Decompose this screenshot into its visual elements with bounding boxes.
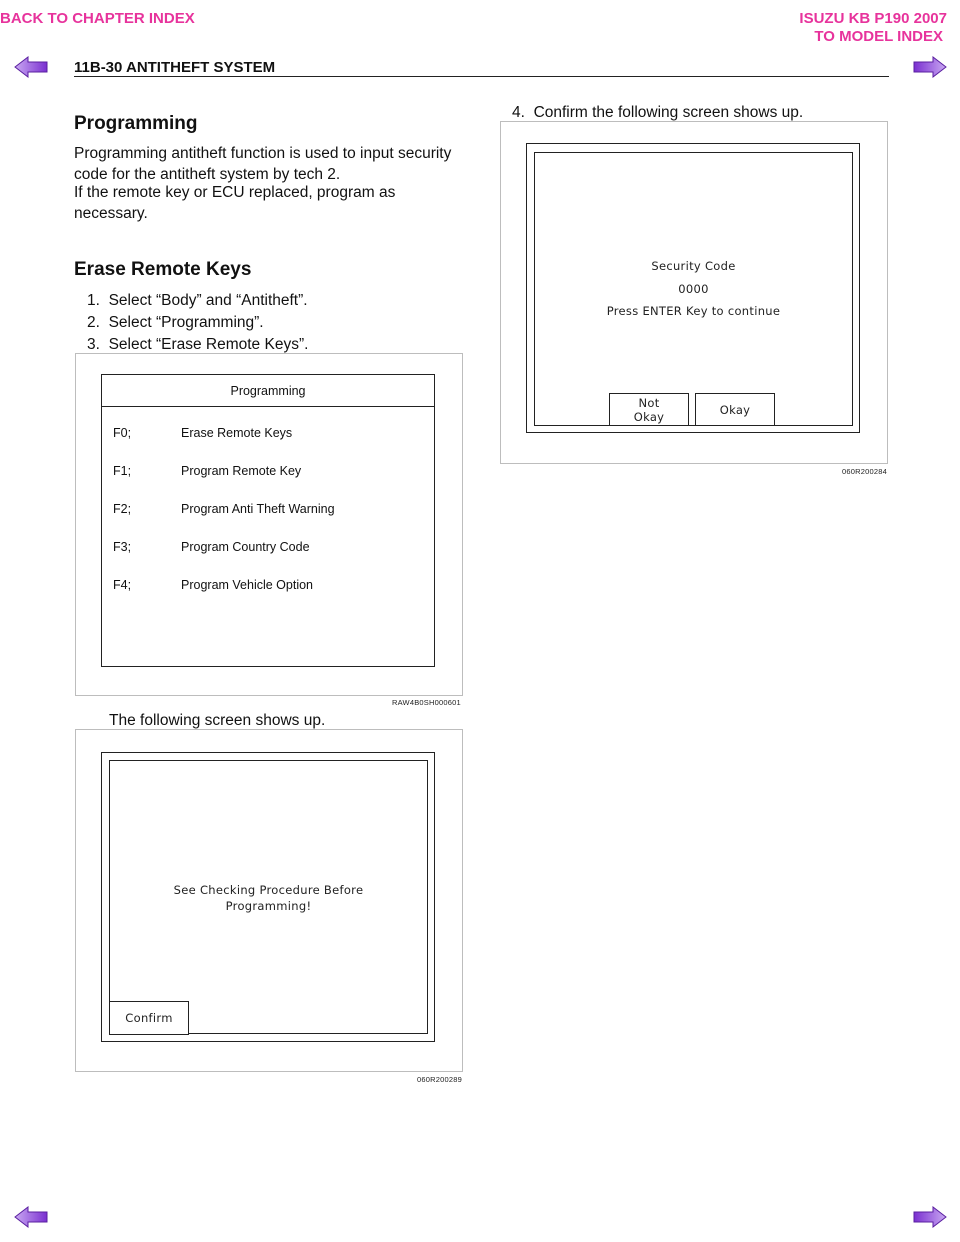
menu-key: F2; (113, 502, 132, 516)
tech2-screen (526, 143, 860, 433)
not-okay-button[interactable] (609, 393, 689, 426)
menu-label: Program Vehicle Option (181, 578, 314, 592)
menu-label: Erase Remote Keys (181, 426, 293, 440)
back-to-chapter-index-link[interactable]: BACK TO CHAPTER INDEX (0, 10, 195, 27)
programming-heading: Programming (74, 113, 198, 134)
step-text: Select “Programming”. (108, 314, 264, 331)
figure-security-code (500, 121, 888, 464)
tech2-screen (101, 752, 435, 1042)
step-text: Confirm the following screen shows up. (533, 104, 804, 121)
step-text: Select “Body” and “Antitheft”. (108, 292, 308, 309)
security-code-value: 0000 (678, 282, 709, 296)
figure-programming-menu (75, 353, 463, 696)
screen-title: Programming (102, 375, 434, 407)
menu-key: F3; (113, 540, 132, 554)
tech2-screen (101, 374, 435, 667)
step-1 (87, 290, 308, 311)
figure-code: 060R200284 (842, 467, 887, 476)
right-arrow-icon[interactable] (913, 56, 947, 78)
model-title[interactable]: ISUZU KB P190 2007 (799, 10, 947, 27)
press-enter-instruction: Press ENTER Key to continue (606, 304, 781, 318)
menu-key: F1; (113, 464, 132, 478)
menu-label: Program Anti Theft Warning (181, 502, 335, 516)
left-arrow-icon[interactable] (14, 56, 48, 78)
menu-label: Program Remote Key (181, 464, 302, 478)
section-header-title: 11B-30 ANTITHEFT SYSTEM (74, 59, 276, 76)
header-divider (74, 76, 889, 77)
figure-checking-procedure (75, 729, 463, 1072)
figure-code: 060R200289 (417, 1075, 462, 1084)
warning-line-1: See Checking Procedure Before (173, 883, 364, 897)
following-screen-text: The following screen shows up. (109, 712, 326, 729)
confirm-button[interactable]: Confirm (109, 1001, 189, 1035)
step-4 (512, 102, 803, 123)
step-number: 4. (512, 104, 525, 121)
not-okay-line-2: Okay (633, 409, 665, 424)
step-2 (87, 312, 264, 333)
step-3 (87, 334, 308, 355)
warning-message (110, 882, 427, 914)
to-model-index-link[interactable] (799, 10, 947, 46)
menu-label: Program Country Code (181, 540, 310, 554)
programming-paragraph-1: Programming antitheft function is used to input security code for the antitheft system by tech 2. (74, 145, 452, 183)
model-index-label[interactable]: TO MODEL INDEX (814, 28, 943, 45)
warning-line-2: Programming! (225, 899, 312, 913)
erase-remote-keys-heading: Erase Remote Keys (74, 259, 252, 280)
security-code-label: Security Code (651, 259, 736, 273)
figure-code: RAW4B0SH000601 (392, 698, 461, 707)
menu-key: F0; (113, 426, 132, 440)
okay-button[interactable]: Okay (695, 393, 775, 426)
step-number: 1. (87, 292, 100, 309)
menu-key: F4; (113, 578, 132, 592)
not-okay-line-1: Not (638, 395, 660, 410)
screen-inner-frame (534, 152, 853, 426)
step-text: Select “Erase Remote Keys”. (108, 336, 309, 353)
programming-paragraph-2: If the remote key or ECU replaced, program as necessary. (74, 184, 396, 222)
step-number: 3. (87, 336, 100, 353)
left-arrow-icon[interactable] (14, 1206, 48, 1228)
right-arrow-icon[interactable] (913, 1206, 947, 1228)
step-number: 2. (87, 314, 100, 331)
screen-inner-frame (109, 760, 428, 1034)
